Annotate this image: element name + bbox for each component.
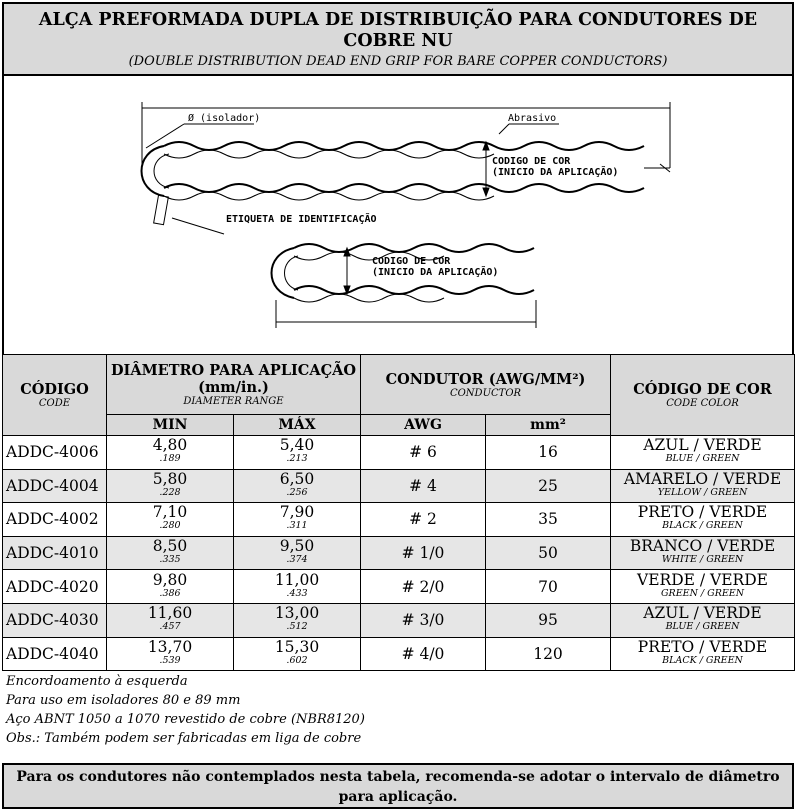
cell-awg: # 6 [361, 436, 486, 470]
cell-code: ADDC-4002 [3, 503, 107, 537]
subheader-min: MIN [107, 415, 234, 436]
label-codigo-cor-1: CODIGO DE COR [492, 156, 571, 167]
cell-code: ADDC-4004 [3, 469, 107, 503]
table-row [3, 469, 795, 503]
cell-cor: PRETO / VERDE BLACK / GREEN [611, 637, 795, 671]
table-row [3, 536, 795, 570]
dead-end-grip-drawing [4, 76, 792, 354]
label-inicio-1: (INICIO DA APLICAÇÃO) [492, 167, 619, 178]
cell-mm2: 50 [486, 536, 611, 570]
header-codigo: CÓDIGO CODE [3, 355, 107, 436]
cell-cor: PRETO / VERDE BLACK / GREEN [611, 503, 795, 537]
cell-min: 9,80 .386 [107, 570, 234, 604]
table-row [3, 603, 795, 637]
subheader-max: MÁX [234, 415, 361, 436]
header-cor: CÓDIGO DE COR CODE COLOR [611, 355, 795, 436]
footer-note: Para os condutores não contemplados nesta tabela, recomenda-se adotar o intervalo de diâmetro para aplicação. [2, 763, 794, 809]
header-diametro: DIÂMETRO PARA APLICAÇÃO (mm/in.) DIAMETER RANGE [107, 355, 361, 415]
cell-mm2: 120 [486, 637, 611, 671]
cell-max: 9,50 .374 [234, 536, 361, 570]
cell-mm2: 95 [486, 603, 611, 637]
cell-mm2: 16 [486, 436, 611, 470]
cell-mm2: 70 [486, 570, 611, 604]
cell-code: ADDC-4006 [3, 436, 107, 470]
label-inicio-2: (INICIO DA APLICAÇÃO) [372, 267, 499, 278]
cell-min: 7,10 .280 [107, 503, 234, 537]
cell-awg: # 1/0 [361, 536, 486, 570]
cell-mm2: 35 [486, 503, 611, 537]
cell-awg: # 4 [361, 469, 486, 503]
note: Aço ABNT 1050 a 1070 revestido de cobre (NBR8120) [6, 712, 365, 727]
cell-max: 7,90 .311 [234, 503, 361, 537]
label-abrasivo: Abrasivo [508, 113, 557, 124]
cell-code: ADDC-4010 [3, 536, 107, 570]
cell-max: 13,00 .512 [234, 603, 361, 637]
cell-code: ADDC-4040 [3, 637, 107, 671]
cell-awg: # 4/0 [361, 637, 486, 671]
cell-max: 11,00 .433 [234, 570, 361, 604]
cell-max: 5,40 .213 [234, 436, 361, 470]
cell-cor: BRANCO / VERDE WHITE / GREEN [611, 536, 795, 570]
cell-max: 15,30 .602 [234, 637, 361, 671]
cell-awg: # 2 [361, 503, 486, 537]
cell-min: 5,80 .228 [107, 469, 234, 503]
spec-table [2, 354, 795, 671]
cell-min: 8,50 .335 [107, 536, 234, 570]
cell-min: 11,60 .457 [107, 603, 234, 637]
cell-code: ADDC-4030 [3, 603, 107, 637]
label-isolador: Ø (isolador) [188, 113, 261, 124]
cell-awg: # 3/0 [361, 603, 486, 637]
cell-cor: VERDE / VERDE GREEN / GREEN [611, 570, 795, 604]
note: Encordoamento à esquerda [6, 674, 188, 689]
cell-mm2: 25 [486, 469, 611, 503]
subheader-awg: AWG [361, 415, 486, 436]
page-title: ALÇA PREFORMADA DUPLA DE DISTRIBUIÇÃO PARA CONDUTORES DE COBRE NU [38, 10, 758, 51]
cell-cor: AMARELO / VERDE YELLOW / GREEN [611, 469, 795, 503]
label-codigo-cor-2: CODIGO DE COR [372, 256, 451, 267]
table-row [3, 436, 795, 470]
notes [6, 672, 365, 748]
cell-code: ADDC-4020 [3, 570, 107, 604]
title-header [2, 2, 794, 76]
cell-cor: AZUL / VERDE BLUE / GREEN [611, 603, 795, 637]
cell-max: 6,50 .256 [234, 469, 361, 503]
header-condutor: CONDUTOR (AWG/MM²) CONDUCTOR [361, 355, 611, 415]
note: Para uso em isoladores 80 e 89 mm [6, 693, 241, 708]
subheader-mm2: mm² [486, 415, 611, 436]
page-subtitle: (DOUBLE DISTRIBUTION DEAD END GRIP FOR BARE COPPER CONDUCTORS) [128, 54, 668, 69]
table-row [3, 637, 795, 671]
technical-drawing [2, 76, 794, 354]
cell-cor: AZUL / VERDE BLUE / GREEN [611, 436, 795, 470]
cell-awg: # 2/0 [361, 570, 486, 604]
cell-min: 4,80 .189 [107, 436, 234, 470]
table-row [3, 503, 795, 537]
label-etiqueta: ETIQUETA DE IDENTIFICAÇÃO [226, 214, 377, 225]
table-row [3, 570, 795, 604]
note: Obs.: Também podem ser fabricadas em liga de cobre [6, 731, 362, 746]
cell-min: 13,70 .539 [107, 637, 234, 671]
